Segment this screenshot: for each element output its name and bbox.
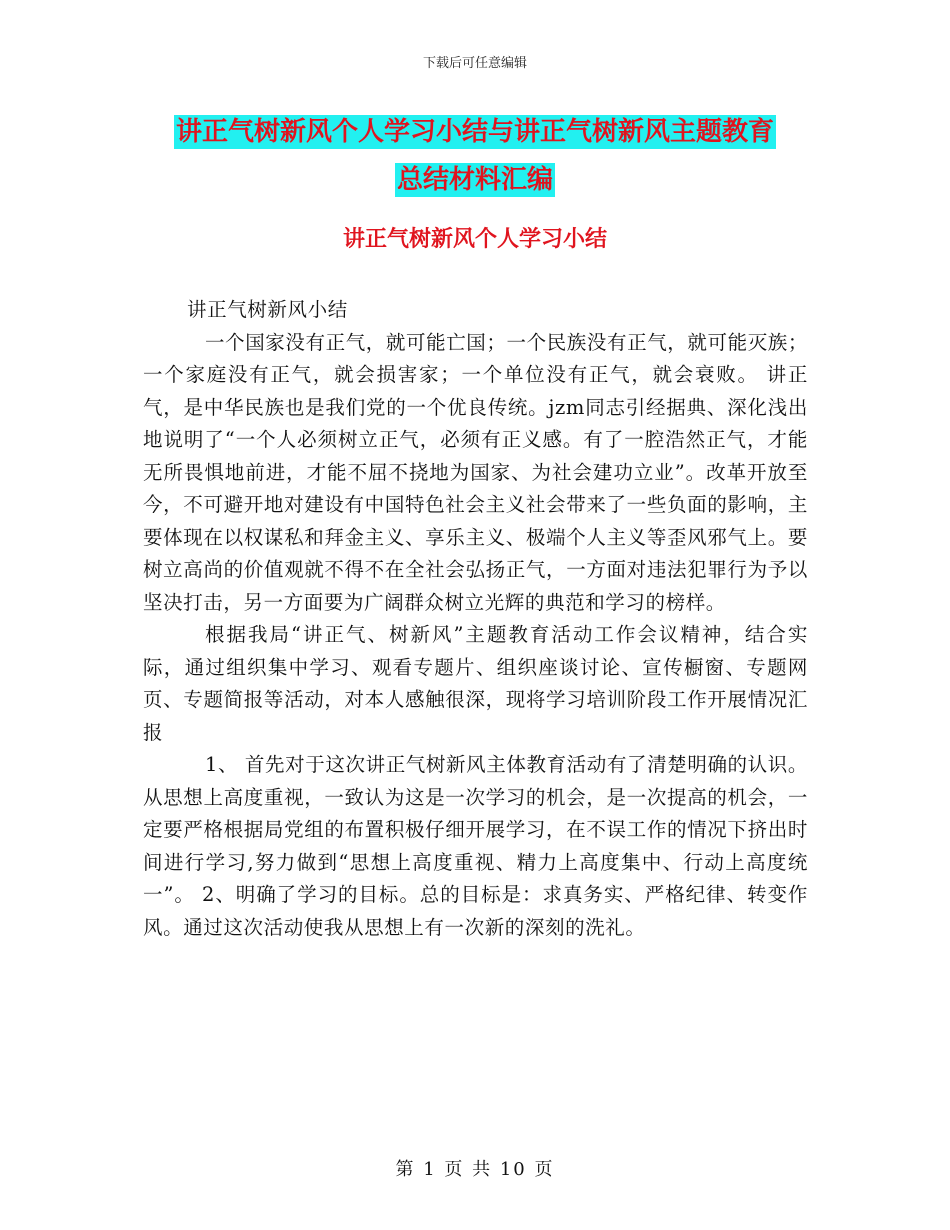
document-subtitle: 讲正气树新风小结 bbox=[187, 298, 348, 321]
paragraph-2: 根据我局“讲正气、树新风”主题教育活动工作会议精神，结合实际，通过组织集中学习、观看专题片、组织座谈讨论、宣传橱窗、专题网页、专题简报等活动，对本人感触很深，现将学习培训阶段工作开展情况汇报 bbox=[143, 623, 808, 744]
section-title: 讲正气树新风个人学习小结 bbox=[342, 227, 607, 252]
page-number: 第 1 页 共 10 页 bbox=[395, 1159, 555, 1180]
document-title bbox=[145, 108, 805, 204]
paragraph-3: 1、 首先对于这次讲正气树新风主体教育活动有了清楚明确的认识。从思想上高度重视，一致认为这是一次学习的机会，是一次提高的机会，一定要严格根据局党组的布置积极仔细开展学习，在不误工作的情况下挤出时间进行学习,努力做到“思想上高度重视、精力上高度集中、行动上高度统一”。 2、明确了学习的目标。总的目标是：求真务实、严格纪律、转变作风。通过这次活动使我从思想上有一次新的深刻的洗礼。 bbox=[143, 753, 808, 939]
document-body bbox=[143, 294, 808, 944]
paragraph-1: 一个国家没有正气，就可能亡国；一个民族没有正气，就可能灭族；一个家庭没有正气，就会损害家；一个单位没有正气，就会衰败。 讲正气，是中华民族也是我们党的一个优良传统。jzm同志引经据典、深化浅出地说明了“一个人必须树立正气，必须有正义感。有了一腔浩然正气，才能无所畏惧地前进，才能不屈不挠地为国家、为社会建功立业”。改革开放至今，不可避开地对建设有中国特色社会主义社会带来了一些负面的影响，主要体现在以权谋私和拜金主义、享乐主义、极端个人主义等歪风邪气上。要树立高尚的价值观就不得不在全社会弘扬正气，一方面对违法犯罪行为予以坚决打击，另一方面要为广阔群众树立光辉的典范和学习的榜样。 bbox=[143, 330, 809, 614]
document-title-line2: 总结材料汇编 bbox=[396, 165, 553, 195]
document-title-line1: 讲正气树新风个人学习小结与讲正气树新风主题教育 bbox=[175, 117, 774, 147]
page-header-note: 下载后可任意编辑 bbox=[422, 56, 527, 71]
